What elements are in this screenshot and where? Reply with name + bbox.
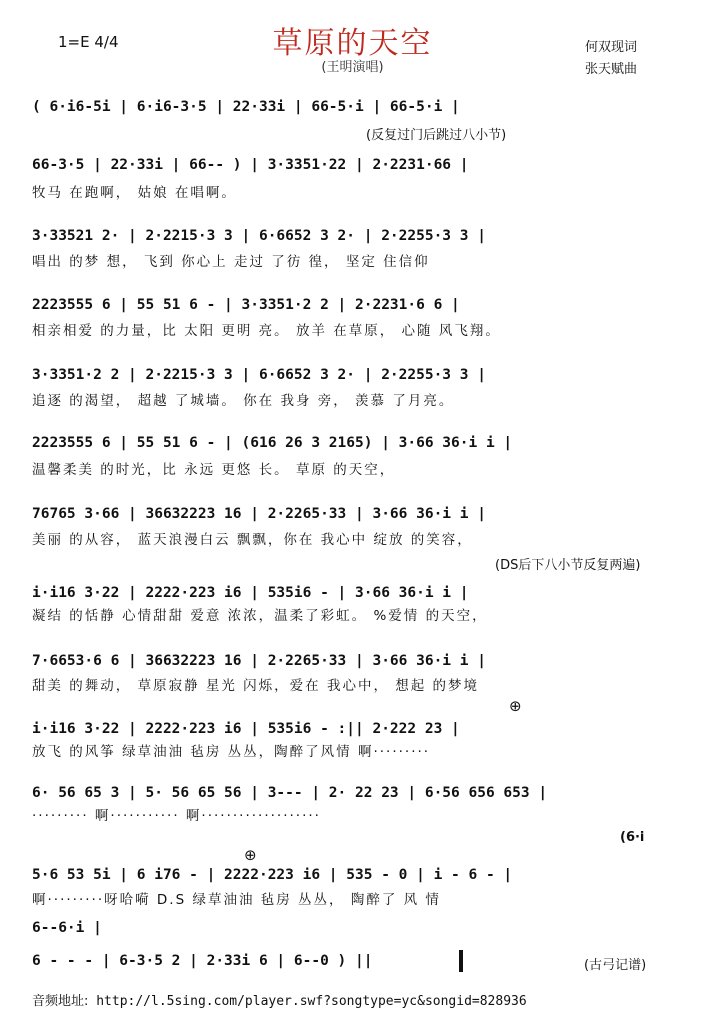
notation-row-2: 66-3·5 | 22·33i | 66-- ) | 3·3351·22 | 2·2231·66 |	[32, 157, 469, 173]
notation-row-6: 2223555 6 | 55 51 6 - | (616 26 3 2165) | 3·66 36·i i |	[32, 435, 513, 451]
lyrics-row-10: 放飞 的风筝 绿草油油 毡房 丛丛，陶醉了风情 啊·········	[32, 744, 431, 760]
composer-credit: 张天赋曲	[585, 62, 638, 77]
lyrics-row-9: 甜美 的舞动， 草原寂静 星光 闪烁，爱在 我心中， 想起 的梦境	[32, 678, 480, 694]
key-signature: 1=E 4/4	[58, 33, 119, 51]
lyrics-row-3: 唱出 的梦 想， 飞到 你心上 走过 了彷 徨， 坚定 住信仰	[32, 254, 430, 270]
ds-note: (DS后下八小节反复两遍)	[495, 558, 641, 573]
notation-row-10: i·i16 3·22 | 2222·223 i6 | 535i6 - :|| 2·222 23 |	[32, 721, 460, 737]
lyrics-row-6: 温馨柔美 的时光，比 永远 更悠 长。 草原 的天空，	[32, 462, 396, 478]
coda-symbol-1: ⊕	[509, 697, 522, 715]
lyrics-row-12: 啊·········呀哈嗬 D.S 绿草油油 毡房 丛丛， 陶醉了 风 情	[32, 892, 441, 908]
notation-row-8: i·i16 3·22 | 2222·223 i6 | 535i6 - | 3·66 36·i i |	[32, 585, 469, 601]
singer-credit: (王明演唱)	[321, 60, 384, 75]
lyricist-credit: 何双现词	[585, 40, 638, 55]
lyrics-row-5: 追逐 的渴望， 超越 了城墙。 你在 我身 旁， 羡慕 了月亮。	[32, 393, 455, 409]
repeat-note: (反复过门后跳过八小节)	[366, 128, 507, 143]
audio-url-label: 音频地址:	[32, 994, 89, 1009]
song-title: 草原的天空	[272, 26, 433, 61]
notation-row-7: 76765 3·66 | 36632223 16 | 2·2265·33 | 3·66 36·i i |	[32, 506, 486, 522]
lyrics-row-11: ········· 啊··········· 啊···················	[32, 808, 321, 824]
source-note: (古弓记谱)	[584, 958, 647, 973]
lyrics-row-8: 凝结 的恬静 心情甜甜 爱意 浓浓，温柔了彩虹。 %爱情 的天空，	[32, 608, 488, 624]
notation-row-11: 6· 56 65 3 | 5· 56 65 56 | 3--- | 2· 22 23 | 6·56 656 653 |	[32, 785, 548, 801]
notation-row-3: 3·33521 2· | 2·2215·3 3 | 6·6652 3 2· | 2·2255·3 3 |	[32, 228, 486, 244]
notation-row-5: 3·3351·2 2 | 2·2215·3 3 | 6·6652 3 2· | 2·2255·3 3 |	[32, 367, 486, 383]
notation-row-1: ( 6·i6-5i | 6·i6-3·5 | 22·33i | 66-5·i | 66-5·i |	[32, 99, 460, 115]
notation-row-12: 5·6 53 5i | 6 i76 - | 2222·223 i6 | 535 - 0 | i - 6 - |	[32, 867, 513, 883]
bracket-note: (6·i	[620, 830, 645, 845]
lyrics-row-4: 相亲相爱 的力量，比 太阳 更明 亮。 放羊 在草原， 心随 风飞翔。	[32, 323, 501, 339]
lyrics-row-7: 美丽 的从容， 蓝天浪漫白云 飘飘，你在 我心中 绽放 的笑容，	[32, 532, 473, 548]
notation-row-14: 6 - - - | 6-3·5 2 | 2·33i 6 | 6--0 ) ||	[32, 953, 373, 969]
coda-symbol-2: ⊕	[244, 846, 257, 864]
lyrics-row-2: 牧马 在跑啊， 姑娘 在唱啊。	[32, 185, 237, 201]
notation-row-13: 6--6·i |	[32, 920, 102, 936]
audio-url-line	[32, 990, 527, 1009]
final-barline	[459, 950, 463, 972]
notation-row-9: 7·6653·6 6 | 36632223 16 | 2·2265·33 | 3·66 36·i i |	[32, 653, 486, 669]
audio-url-link[interactable]: http://l.5sing.com/player.swf?songtype=yc&songid=828936	[96, 994, 527, 1009]
notation-row-4: 2223555 6 | 55 51 6 - | 3·3351·2 2 | 2·2231·6 6 |	[32, 297, 460, 313]
